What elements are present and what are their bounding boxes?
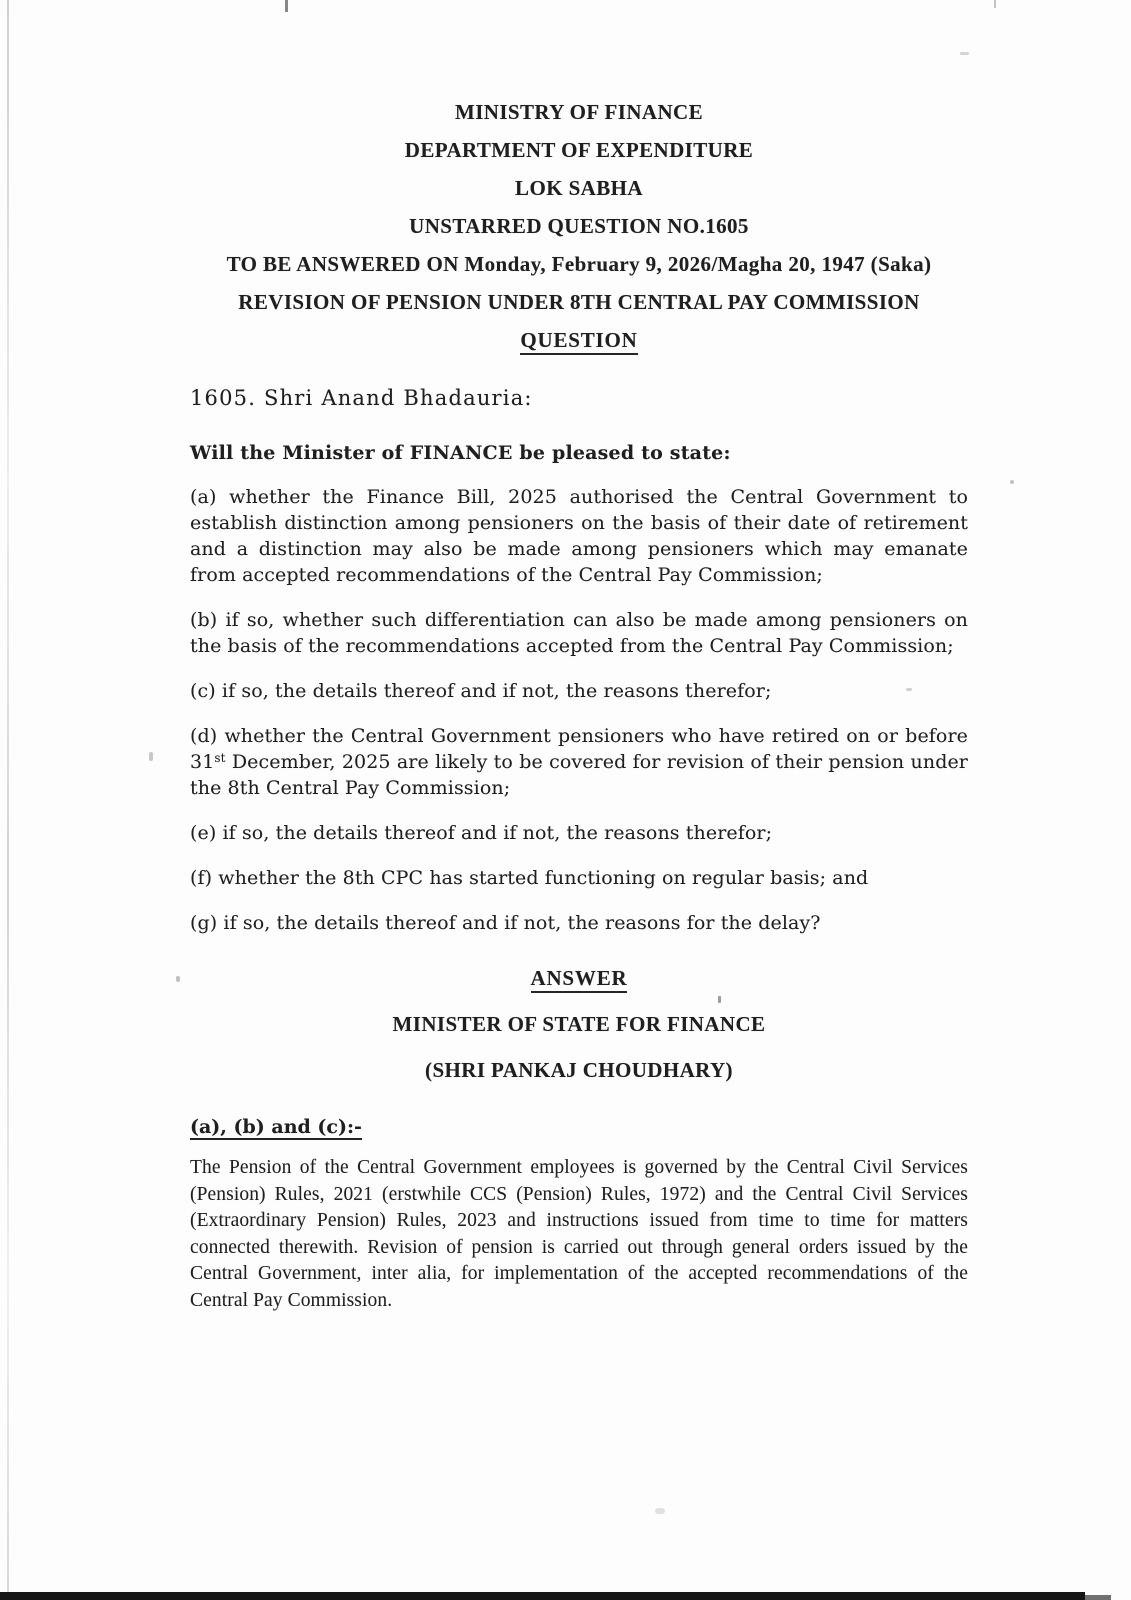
scan-bottom-bar [0, 1592, 1085, 1600]
scan-artifact [655, 1508, 665, 1514]
subject-title: REVISION OF PENSION UNDER 8TH CENTRAL PAY COMMISSION [238, 290, 920, 314]
ministry-title: MINISTRY OF FINANCE [455, 100, 703, 124]
question-number-title: UNSTARRED QUESTION NO.1605 [409, 214, 749, 238]
question-asker: 1605. Shri Anand Bhadauria: [190, 386, 533, 410]
scan-bottom-bar-tail [1085, 1595, 1111, 1600]
question-lead: Will the Minister of FINANCE be pleased to state: [190, 442, 731, 464]
question-item-b: (b) if so, whether such differentiation can also be made among pensioners on the basis of the recommendations accepted from the Central Pay Commission; [190, 609, 968, 657]
house-title: LOK SABHA [515, 176, 643, 200]
scan-artifact [285, 0, 288, 12]
document-header [190, 101, 968, 313]
question-item-g: (g) if so, the details thereof and if not, the reasons for the delay? [190, 912, 821, 934]
answer-parts-label: (a), (b) and (c):- [190, 1116, 362, 1138]
minister-title: MINISTER OF STATE FOR FINANCE [392, 1012, 766, 1036]
answer-paragraph: The Pension of the Central Government employees is governed by the Central Civil Services (Pension) Rules, 2021 (erstwhile CCS (Pension) Rules, 1972) and the Central Civil Services (Extraordinary Pension) Rules, 2023 and instructions issued from time to time for matters connected therewith. Revision of pension is carried out through general orders issued by the Central Government, inter alia, for implementation of the accepted recommendations of the Central Pay Commission. [190, 1157, 968, 1311]
question-item-a: (a) whether the Finance Bill, 2025 authorised the Central Government to establish distinction among pensioners on the basis of their date of retirement and a distinction may also be made among pensioners which may emanate from accepted recommendations of the Central Pay Commission; [190, 486, 968, 586]
superscript-st: st [214, 751, 226, 765]
scan-artifact [960, 52, 969, 55]
scan-artifact [994, 0, 996, 8]
question-item-e: (e) if so, the details thereof and if not, the reasons therefor; [190, 822, 773, 844]
department-title: DEPARTMENT OF EXPENDITURE [404, 138, 754, 162]
question-item-f: (f) whether the 8th CPC has started functioning on regular basis; and [190, 867, 869, 889]
answer-date-line: TO BE ANSWERED ON Monday, February 9, 2026/Magha 20, 1947 (Saka) [226, 252, 932, 276]
minister-name: (SHRI PANKAJ CHOUDHARY) [425, 1058, 733, 1082]
question-item-c: (c) if so, the details thereof and if not, the reasons therefor; [190, 680, 772, 702]
question-item-d: (d) whether the Central Government pensioners who have retired on or before 31st December, 2025 are likely to be covered for revision of their pension under the 8th Central Pay Commission; [190, 725, 968, 799]
question-section-heading: QUESTION [190, 329, 968, 351]
answer-section-heading: ANSWER [190, 967, 968, 989]
document-content [0, 101, 1131, 1314]
